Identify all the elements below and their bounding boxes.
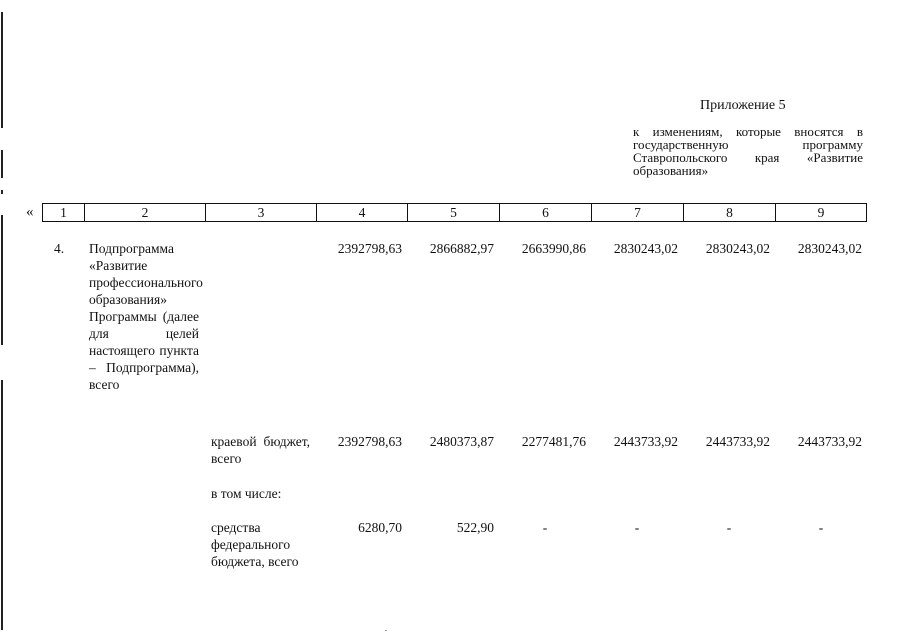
column-number: 2 (85, 204, 206, 222)
value-cell: 2392798,63 (337, 434, 402, 449)
left-border-segment (1, 190, 3, 194)
value-cell: - (542, 520, 548, 535)
column-number: 7 (592, 204, 684, 222)
column-number: 3 (206, 204, 317, 222)
column-number: 4 (317, 204, 408, 222)
value-cell: 2392798,63 (337, 241, 402, 256)
column-number: 6 (500, 204, 592, 222)
value-cell: 2443733,92 (797, 434, 862, 449)
value-cell: 2480373,87 (429, 434, 494, 449)
left-border-segment (1, 380, 3, 630)
table-open-quote: « (26, 204, 34, 220)
value-cell: 6280,70 (358, 520, 402, 535)
value-cell: - (634, 520, 640, 535)
subprogram-name: Подпрограмма «Развитие профессионального образования» Программы (далее для целей настоящего пункта – Подпрограмма), всего (89, 241, 203, 392)
column-number: 9 (776, 204, 867, 222)
value-cell: 522,90 (456, 520, 494, 535)
left-border-segment (1, 150, 3, 178)
column-number: 5 (408, 204, 500, 222)
value-cell: - (726, 520, 732, 535)
including-label: в том числе: (211, 486, 282, 501)
value-cell: 2663990,86 (521, 241, 586, 256)
value-cell: 2277481,76 (521, 434, 586, 449)
column-number-row (43, 204, 867, 222)
column-number: 8 (684, 204, 776, 222)
value-cell: 2830243,02 (613, 241, 678, 256)
value-cell: 2830243,02 (797, 241, 862, 256)
value-cell: 2443733,92 (613, 434, 678, 449)
value-cell: 2443733,92 (705, 434, 770, 449)
appendix-title: Приложение 5 (700, 98, 786, 113)
value-cell: 2866882,97 (429, 241, 494, 256)
funding-source: средства федерального бюджета, всего (211, 520, 299, 569)
column-number-header (42, 203, 867, 222)
value-cell: 2830243,02 (705, 241, 770, 256)
value-cell: - (818, 520, 824, 535)
appendix-note: к изменениям, которые вносятся в государственную программу Ставропольского края «Развитие образования» (633, 124, 863, 178)
scan-speck (385, 630, 387, 631)
row-number: 4. (54, 241, 65, 256)
column-number: 1 (43, 204, 85, 222)
funding-source: краевой бюджет, всего (211, 434, 310, 466)
left-border-segment (1, 12, 3, 128)
left-border-segment (1, 215, 3, 345)
